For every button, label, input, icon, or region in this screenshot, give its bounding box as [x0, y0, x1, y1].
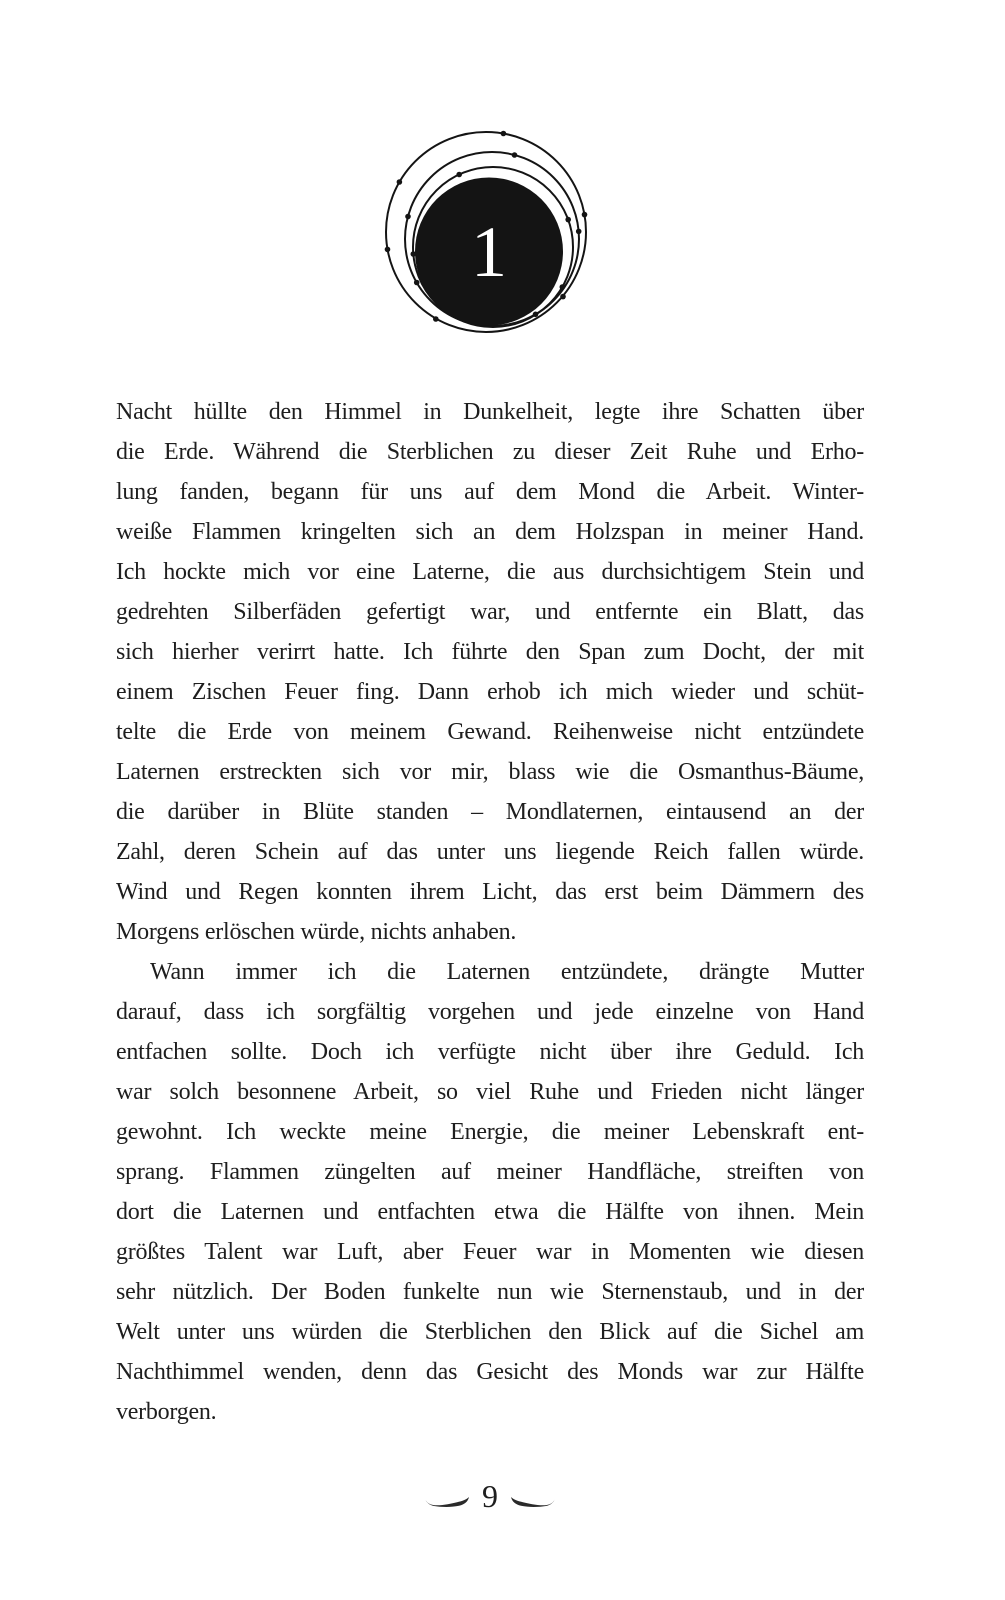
text-line: Nachthimmel wenden, denn das Gesicht des Monds war zur Hälfte	[116, 1359, 864, 1385]
text-line: weiße Flammen kringelten sich an dem Holzspan in meiner Hand.	[116, 519, 864, 545]
text-line: gewohnt. Ich weckte meine Energie, die meiner Lebenskraft ent-	[116, 1119, 864, 1145]
moon-with-orbit-circles-icon	[381, 126, 591, 340]
page-number: 9	[482, 1478, 498, 1514]
chapter-ornament	[381, 126, 591, 340]
text-line: gedrehten Silberfäden gefertigt war, und entfernte ein Blatt, das	[116, 599, 864, 625]
text-line: sprang. Flammen züngelten auf meiner Handfläche, streiften von	[116, 1159, 864, 1185]
chapter-number: 1	[471, 212, 507, 292]
text-line: entfachen sollte. Doch ich verfügte nicht über ihre Geduld. Ich	[116, 1039, 864, 1065]
text-line: sehr nützlich. Der Boden funkelte nun wie Sternenstaub, und in der	[116, 1279, 864, 1305]
text-line: lung fanden, begann für uns auf dem Mond die Arbeit. Winter-	[116, 479, 864, 505]
text-line: die darüber in Blüte standen – Mondlaternen, eintausend an der	[116, 799, 864, 825]
swash-flourish-right-icon	[510, 1492, 556, 1508]
text-line: dort die Laternen und entfachten etwa die Hälfte von ihnen. Mein	[116, 1199, 864, 1225]
text-line: Wind und Regen konnten ihrem Licht, das erst beim Dämmern des	[116, 879, 864, 905]
text-line: Nacht hüllte den Himmel in Dunkelheit, legte ihre Schatten über	[116, 399, 864, 425]
text-line: einem Zischen Feuer fing. Dann erhob ich mich wieder und schüt-	[116, 679, 864, 705]
text-line: Welt unter uns würden die Sterblichen den Blick auf die Sichel am	[116, 1319, 864, 1345]
swash-flourish-left-icon	[424, 1492, 470, 1508]
text-line: verborgen.	[116, 1399, 217, 1425]
text-line: Zahl, deren Schein auf das unter uns liegende Reich fallen würde.	[116, 839, 864, 865]
text-line: darauf, dass ich sorgfältig vorgehen und jede einzelne von Hand	[116, 999, 864, 1025]
text-line: die Erde. Während die Sterblichen zu dieser Zeit Ruhe und Erho-	[116, 439, 864, 465]
text-line: Laternen erstreckten sich vor mir, blass wie die Osmanthus-Bäume,	[116, 759, 864, 785]
page-footer	[116, 1480, 864, 1512]
body-text	[116, 392, 864, 1432]
text-line: sich hierher verirrt hatte. Ich führte den Span zum Docht, der mit	[116, 639, 864, 665]
text-line: war solch besonnene Arbeit, so viel Ruhe und Frieden nicht länger	[116, 1079, 864, 1105]
text-line: Ich hockte mich vor eine Laterne, die aus durchsichtigem Stein und	[116, 559, 864, 585]
text-line: größtes Talent war Luft, aber Feuer war in Momenten wie diesen	[116, 1239, 864, 1265]
text-line: Wann immer ich die Laternen entzündete, drängte Mutter	[150, 959, 864, 985]
text-line: Morgens erlöschen würde, nichts anhaben.	[116, 919, 517, 945]
text-line: telte die Erde von meinem Gewand. Reihenweise nicht entzündete	[116, 719, 864, 745]
